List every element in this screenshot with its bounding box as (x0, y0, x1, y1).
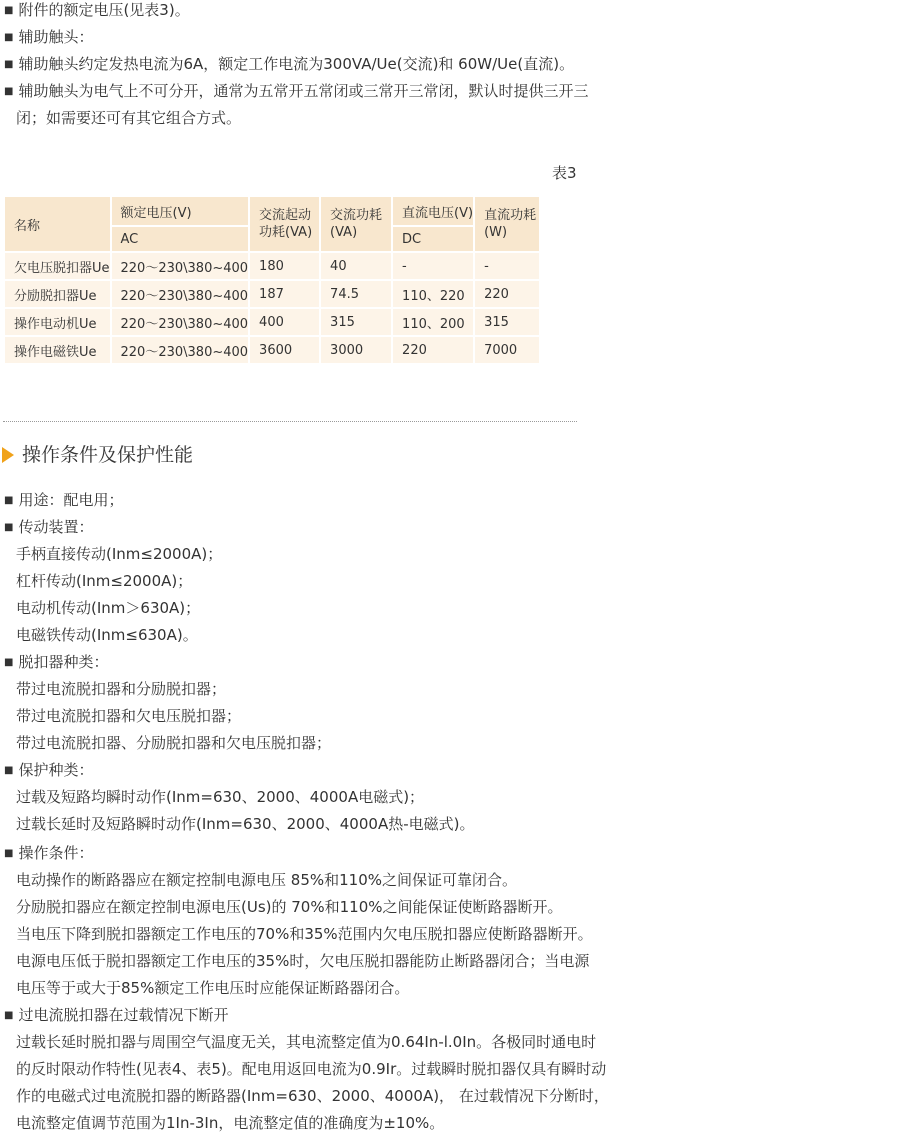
section-line: 带过电流脱扣器和欠电压脱扣器； (16, 707, 242, 725)
top-line-3: ■ 辅助触头约定发热电流为6A，额定工作电流为300VA/Ue(交流)和 60W/Ue(直流)。 (4, 54, 574, 77)
table-cell: - (475, 253, 539, 279)
top-line-2: ■ 辅助触头： (4, 27, 93, 50)
table-cell: 110、220 (393, 281, 473, 307)
table-cell: 74.5 (321, 281, 391, 307)
header-dc-power: 直流功耗 (W) (475, 197, 539, 251)
section-line: 过载长延时脱扣器与周围空气温度无关，其电流整定值为0.64In-l.0In。各极同时通电时 (16, 1033, 597, 1051)
top-line-5: 闭；如需要还可有其它组合方式。 (16, 109, 242, 127)
table-cell: 7000 (475, 337, 539, 363)
dotted-divider (3, 421, 577, 422)
section-line: 电流整定值调节范围为1In-3In，电流整定值的准确度为±10%。 (16, 1114, 445, 1132)
table-cell: 220～230\380~400 (112, 281, 249, 307)
table-cell: 操作电磁铁Ue (5, 337, 110, 363)
section-line: ■ 操作条件： (4, 843, 93, 866)
table-row (5, 253, 539, 279)
header-rated-voltage: 额定电压(V) (112, 197, 249, 225)
header-rated-voltage-sub: AC (112, 227, 249, 251)
section-arrow-icon (2, 447, 14, 463)
section-line: 带过电流脱扣器、分励脱扣器和欠电压脱扣器； (16, 734, 332, 752)
table-cell: 欠电压脱扣器Ue (5, 253, 110, 279)
top-line-1: ■ 附件的额定电压(见表3)。 (4, 0, 190, 23)
table-row (5, 281, 539, 307)
table-cell: 分励脱扣器Ue (5, 281, 110, 307)
section-line: 电磁铁传动(Inm≤630A)。 (16, 626, 198, 644)
table-cell: 187 (250, 281, 319, 307)
table-cell: 400 (250, 309, 319, 335)
table-cell: 操作电动机Ue (5, 309, 110, 335)
spec-table (3, 195, 541, 365)
section-line: 手柄直接传动(Inm≤2000A)； (16, 545, 223, 563)
table-caption: 表3 (552, 164, 577, 182)
section-line: ■ 过电流脱扣器在过载情况下断开 (4, 1005, 228, 1028)
section-title: 操作条件及保护性能 (22, 444, 194, 466)
section-line: 电动机传动(Inm＞630A)； (16, 599, 201, 617)
header-ac-power: 交流功耗 (VA) (321, 197, 391, 251)
section-line: ■ 用途：配电用； (4, 490, 123, 513)
section-line: 当电压下降到脱扣器额定工作电压的70%和35%范围内欠电压脱扣器应使断路器断开。 (16, 925, 593, 943)
section-line: 作的电磁式过电流脱扣器的断路器(Inm=630、2000、4000A)， 在过载情况下分断时， (16, 1087, 609, 1105)
section-line: 的反时限动作特性(见表4、表5)。配电用返回电流为0.9Ir。过载瞬时脱扣器仅具有瞬时动 (16, 1060, 607, 1078)
table-cell: 180 (250, 253, 319, 279)
section-line: 过载及短路均瞬时动作(Inm=630、2000、4000A电磁式)； (16, 788, 425, 806)
header-dc-voltage-sub: DC (393, 227, 473, 251)
header-dc-voltage: 直流电压(V) (393, 197, 473, 225)
top-line-4: ■ 辅助触头为电气上不可分开，通常为五常开五常闭或三常开三常闭，默认时提供三开三 (4, 81, 588, 104)
header-ac-start: 交流起动 功耗(VA) (250, 197, 319, 251)
table-cell: 3000 (321, 337, 391, 363)
table-cell: 110、200 (393, 309, 473, 335)
section-line: 过载长延时及短路瞬时动作(Inm=630、2000、4000A热-电磁式)。 (16, 815, 475, 833)
table-cell: 220 (475, 281, 539, 307)
table-row (5, 337, 539, 363)
section-line: 带过电流脱扣器和分励脱扣器； (16, 680, 227, 698)
section-line: 电动操作的断路器应在额定控制电源电压 85%和110%之间保证可靠闭合。 (16, 871, 517, 889)
table-cell: 220～230\380~400 (112, 337, 249, 363)
section-line: 杠杆传动(Inm≤2000A)； (16, 572, 193, 590)
section-line: 电源电压低于脱扣器额定工作电压的35%时，欠电压脱扣器能防止断路器闭合；当电源 (16, 952, 590, 970)
table-cell: 220 (393, 337, 473, 363)
table-cell: 315 (321, 309, 391, 335)
table-cell: 220～230\380~400 (112, 253, 249, 279)
section-line: 分励脱扣器应在额定控制电源电压(Us)的 70%和110%之间能保证使断路器断开。 (16, 898, 563, 916)
table-cell: 220～230\380~400 (112, 309, 249, 335)
section-line: ■ 保护种类： (4, 760, 93, 783)
table-cell: 315 (475, 309, 539, 335)
table-cell: 40 (321, 253, 391, 279)
header-name: 名称 (5, 197, 110, 251)
table-cell: - (393, 253, 473, 279)
section-line: ■ 脱扣器种类： (4, 652, 108, 675)
section-line: 电压等于或大于85%额定工作电压时应能保证断路器闭合。 (16, 979, 410, 997)
table-cell: 3600 (250, 337, 319, 363)
section-line: ■ 传动装置： (4, 517, 93, 540)
table-row (5, 309, 539, 335)
